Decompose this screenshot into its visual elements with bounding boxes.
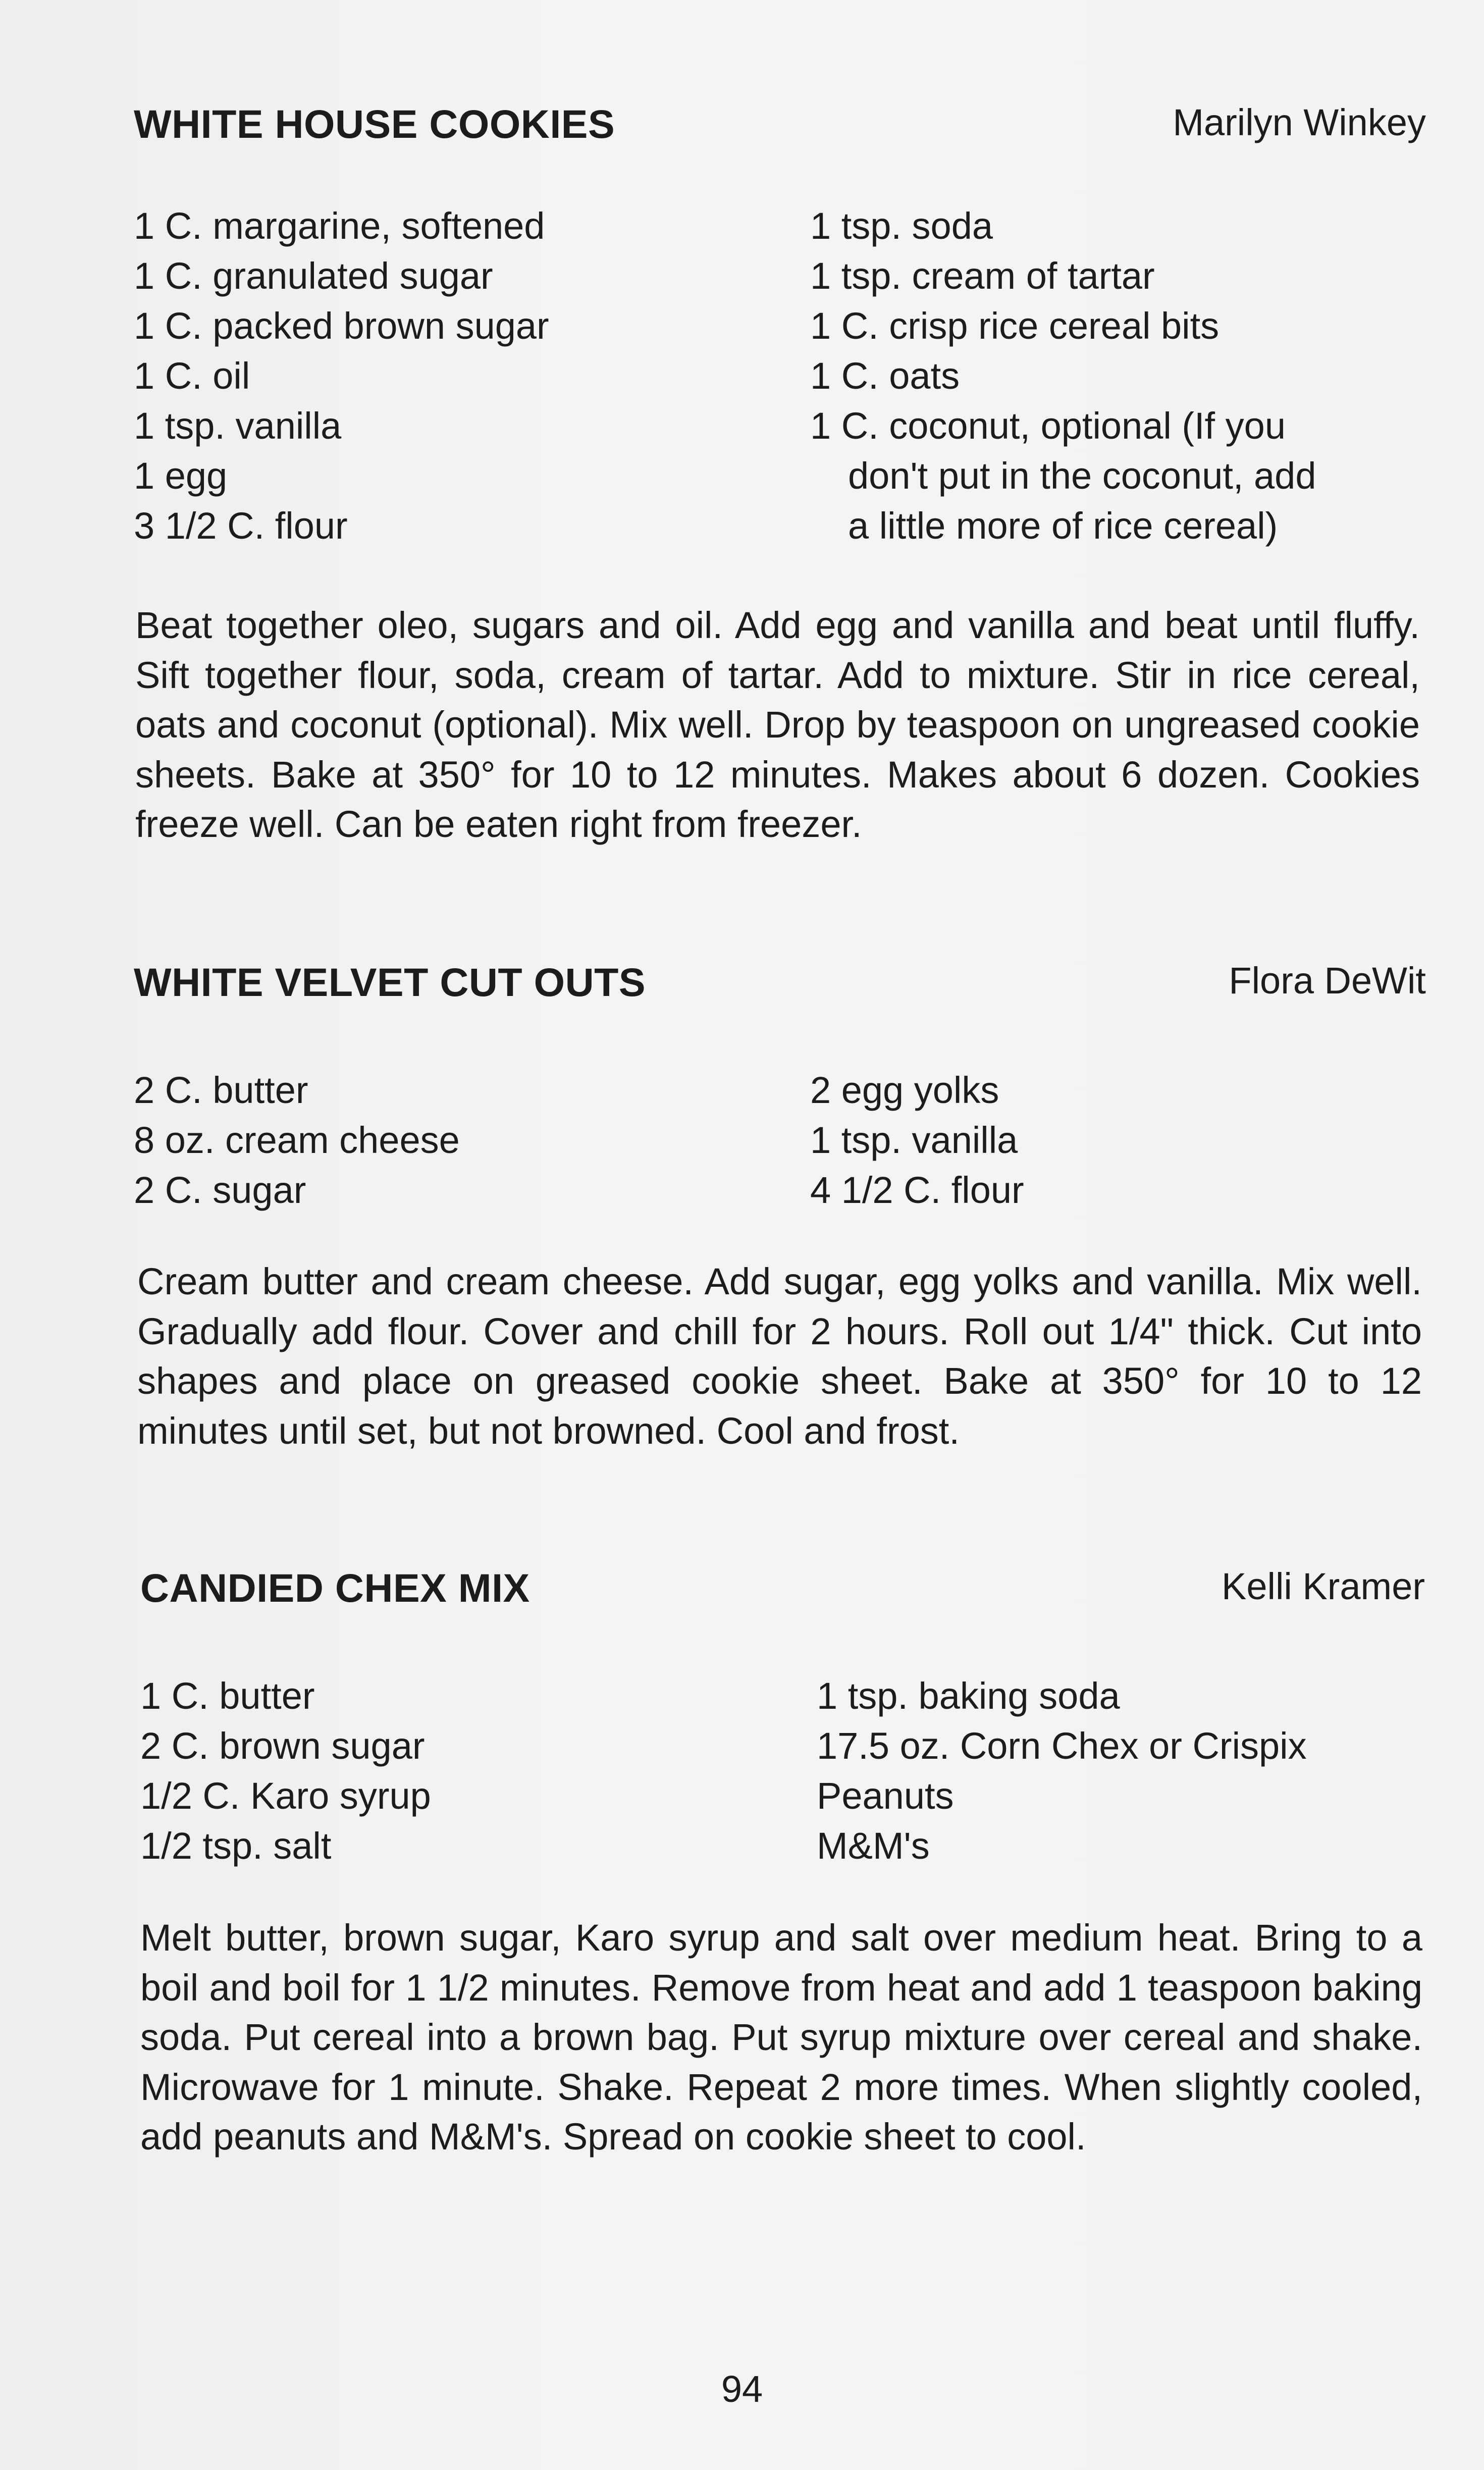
ingredient-item: 1 C. oats: [810, 355, 960, 397]
recipe-instructions: Melt butter, brown sugar, Karo syrup and salt over medium heat. Bring to a boil and boil for 1 1/2 minutes. Remove from heat and add 1 teaspoon baking soda. Put cereal into a brown bag. Put syrup mixture over cereal and shake. Microwave for 1 minute. Shake. Repeat 2 more times. When slightly cooled, add peanuts and M&M's. Spread on cookie sheet to cool.: [140, 1917, 1422, 2158]
ingredient-item: 2 egg yolks: [810, 1069, 999, 1111]
ingredient-item: 4 1/2 C. flour: [810, 1169, 1024, 1211]
ingredient-item: 1 egg: [134, 455, 228, 497]
ingredient-item: 17.5 oz. Corn Chex or Crispix: [817, 1725, 1307, 1767]
ingredient-item: M&M's: [817, 1825, 930, 1867]
ingredient-item: 1 C. crisp rice cereal bits: [810, 305, 1220, 347]
ingredients-left: [134, 201, 549, 551]
recipe-title: WHITE VELVET CUT OUTS: [134, 960, 646, 1005]
ingredient-item: 1 tsp. vanilla: [134, 405, 342, 447]
ingredient-item: 3 1/2 C. flour: [134, 505, 348, 547]
ingredient-item: 1 C. oil: [134, 355, 250, 397]
ingredient-item: 1 C. granulated sugar: [134, 255, 493, 297]
recipe-author: Flora DeWit: [1229, 960, 1426, 1002]
recipe-title: CANDIED CHEX MIX: [140, 1565, 530, 1610]
ingredient-item: Peanuts: [817, 1775, 954, 1817]
ingredient-item: 1 tsp. cream of tartar: [810, 255, 1155, 297]
ingredient-item: 1/2 C. Karo syrup: [140, 1775, 431, 1817]
recipe-header: [140, 1565, 1425, 1620]
ingredient-item: 2 C. sugar: [134, 1169, 306, 1211]
ingredient-item: 2 C. brown sugar: [140, 1725, 425, 1767]
ingredient-item: don't put in the coconut, add: [848, 455, 1316, 497]
recipe-instructions: Cream butter and cream cheese. Add sugar, egg yolks and vanilla. Mix well. Gradually add flour. Cover and chill for 2 hours. Roll out 1/4" thick. Cut into shapes and place on greased cookie sheet. Bake at 350° for 10 to 12 minutes until set, but not browned. Cool and frost.: [137, 1260, 1422, 1452]
ingredient-item: 1 C. packed brown sugar: [134, 305, 549, 347]
recipe-author: Marilyn Winkey: [1173, 101, 1426, 143]
ingredient-item: 1 tsp. baking soda: [817, 1675, 1120, 1717]
ingredient-item: 1 tsp. vanilla: [810, 1119, 1018, 1161]
recipe-white-house-cookies: [134, 101, 1426, 547]
ingredient-item: 1 C. margarine, softened: [134, 205, 545, 247]
ingredients-right: [817, 1671, 1443, 1871]
ingredient-item: 2 C. butter: [134, 1069, 308, 1111]
ingredient-item: 8 oz. cream cheese: [134, 1119, 460, 1161]
ingredients-left: [134, 1065, 460, 1215]
ingredient-item: 1 tsp. soda: [810, 205, 993, 247]
recipe-header: [134, 959, 1426, 1015]
ingredients-right: [810, 1065, 1436, 1215]
ingredients-right: [810, 201, 1436, 551]
ingredient-item: 1 C. butter: [140, 1675, 315, 1717]
ingredient-item: 1 C. coconut, optional (If you: [810, 405, 1286, 447]
recipe-candied-chex-mix: [140, 1565, 1425, 1867]
recipe-title: WHITE HOUSE COOKIES: [134, 101, 615, 146]
ingredient-item: a little more of rice cereal): [848, 505, 1278, 547]
page-number: 94: [721, 2368, 763, 2410]
recipe-white-velvet-cut-outs: [134, 959, 1426, 1211]
recipe-instructions: Beat together oleo, sugars and oil. Add egg and vanilla and beat until fluffy. Sift together flour, soda, cream of tartar. Add to mixture. Stir in rice cereal, oats and coconut (optional). Mix well. Drop by teaspoon on ungreased cookie sheets. Bake at 350° for 10 to 12 minutes. Makes about 6 dozen. Cookies freeze well. Can be eaten right from freezer.: [135, 604, 1420, 845]
recipe-header: [134, 101, 1426, 156]
ingredients-left: [140, 1671, 431, 1871]
recipe-author: Kelli Kramer: [1222, 1565, 1425, 1607]
ingredient-item: 1/2 tsp. salt: [140, 1825, 332, 1867]
